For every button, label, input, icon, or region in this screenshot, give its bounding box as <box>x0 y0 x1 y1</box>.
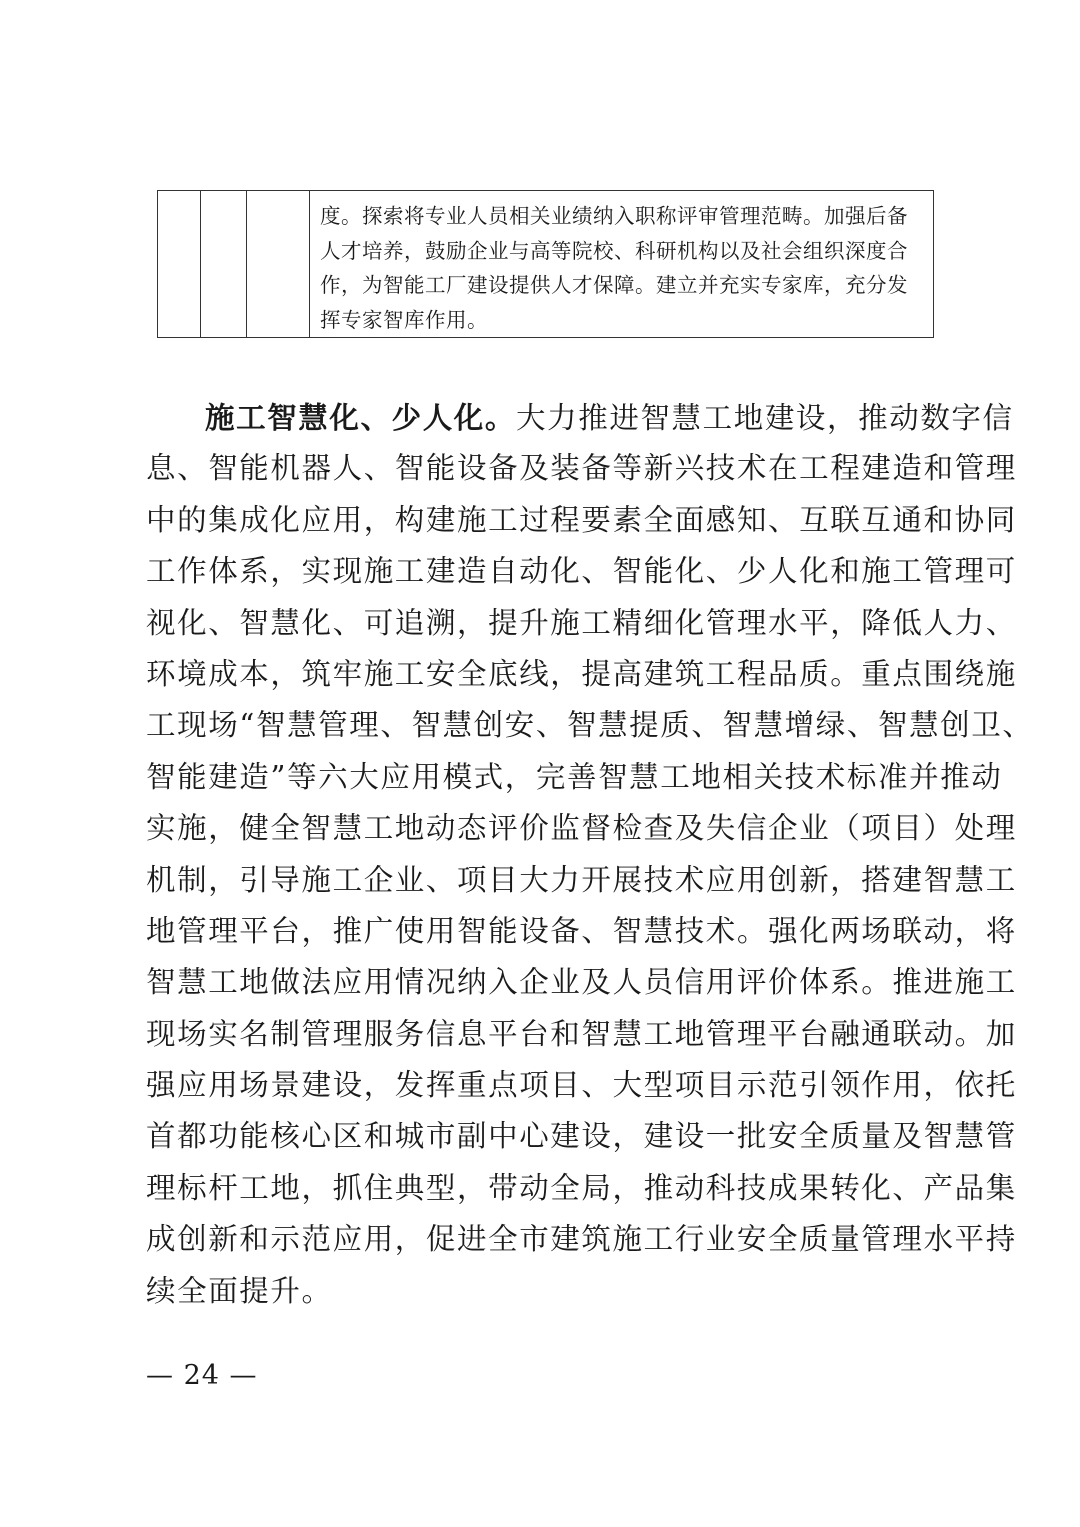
paragraph-line: 成创新和示范应用，促进全市建筑施工行业安全质量管理水平持 <box>146 1222 1017 1257</box>
paragraph-line: 机制，引导施工企业、项目大力开展技术应用创新，搭建智慧工 <box>146 862 1017 897</box>
table-text-line: 度。探索将专业人员相关业绩纳入职称评审管理范畴。加强后备 <box>320 204 908 228</box>
table-cell-empty-1 <box>158 191 201 338</box>
paragraph-heading: 施工智慧化、少人化。 <box>205 400 517 435</box>
table-cell-text <box>310 191 934 338</box>
paragraph-line: 理标杆工地，抓住典型，带动全局，推动科技成果转化、产品集 <box>146 1170 1017 1205</box>
paragraph-line: 地管理平台，推广使用智能设备、智慧技术。强化两场联动，将 <box>146 913 1017 948</box>
paragraph-line: 工作体系，实现施工建造自动化、智能化、少人化和施工管理可 <box>146 554 1017 589</box>
continued-table <box>157 190 934 338</box>
paragraph-line: 实施，健全智慧工地动态评价监督检查及失信企业（项目）处理 <box>146 811 1017 846</box>
paragraph-line: 息、智能机器人、智能设备及装备等新兴技术在工程建造和管理 <box>146 451 1017 486</box>
table-text-line: 挥专家智库作用。 <box>320 307 488 332</box>
paragraph-line: 智慧工地做法应用情况纳入企业及人员信用评价体系。推进施工 <box>146 965 1017 1000</box>
paragraph-line: 中的集成化应用，构建施工过程要素全面感知、互联互通和协同 <box>146 502 1017 537</box>
paragraph-line: 首都功能核心区和城市副中心建设，建设一批安全质量及智慧管 <box>146 1119 1017 1154</box>
paragraph-line: 强应用场景建设，发挥重点项目、大型项目示范引领作用，依托 <box>146 1068 1017 1103</box>
body-paragraph <box>146 392 1034 1317</box>
paragraph-line: 续全面提升。 <box>146 1273 333 1308</box>
table-text-line: 作，为智能工厂建设提供人才保障。建立并充实专家库，充分发 <box>320 273 908 297</box>
paragraph-line: 大力推进智慧工地建设，推动数字信 <box>516 401 1014 435</box>
table-text-line: 人才培养，鼓励企业与高等院校、科研机构以及社会组织深度合 <box>320 238 908 263</box>
table-row <box>158 191 934 338</box>
paragraph-first-line <box>146 392 1014 443</box>
page-number: — 24 — <box>146 1360 258 1391</box>
paragraph-line: 工现场“智慧管理、智慧创安、智慧提质、智慧增绿、智慧创卫、 <box>146 708 1034 743</box>
paragraph-line: 现场实名制管理服务信息平台和智慧工地管理平台融通联动。加 <box>146 1016 1017 1051</box>
paragraph-line: 环境成本，筑牢施工安全底线，提高建筑工程品质。重点围绕施 <box>146 656 1017 691</box>
paragraph-line: 智能建造”等六大应用模式，完善智慧工地相关技术标准并推动 <box>146 759 1003 794</box>
table-cell-empty-2 <box>201 191 247 338</box>
table-cell-empty-3 <box>247 191 310 338</box>
paragraph-line: 视化、智慧化、可追溯，提升施工精细化管理水平，降低人力、 <box>146 605 1017 640</box>
